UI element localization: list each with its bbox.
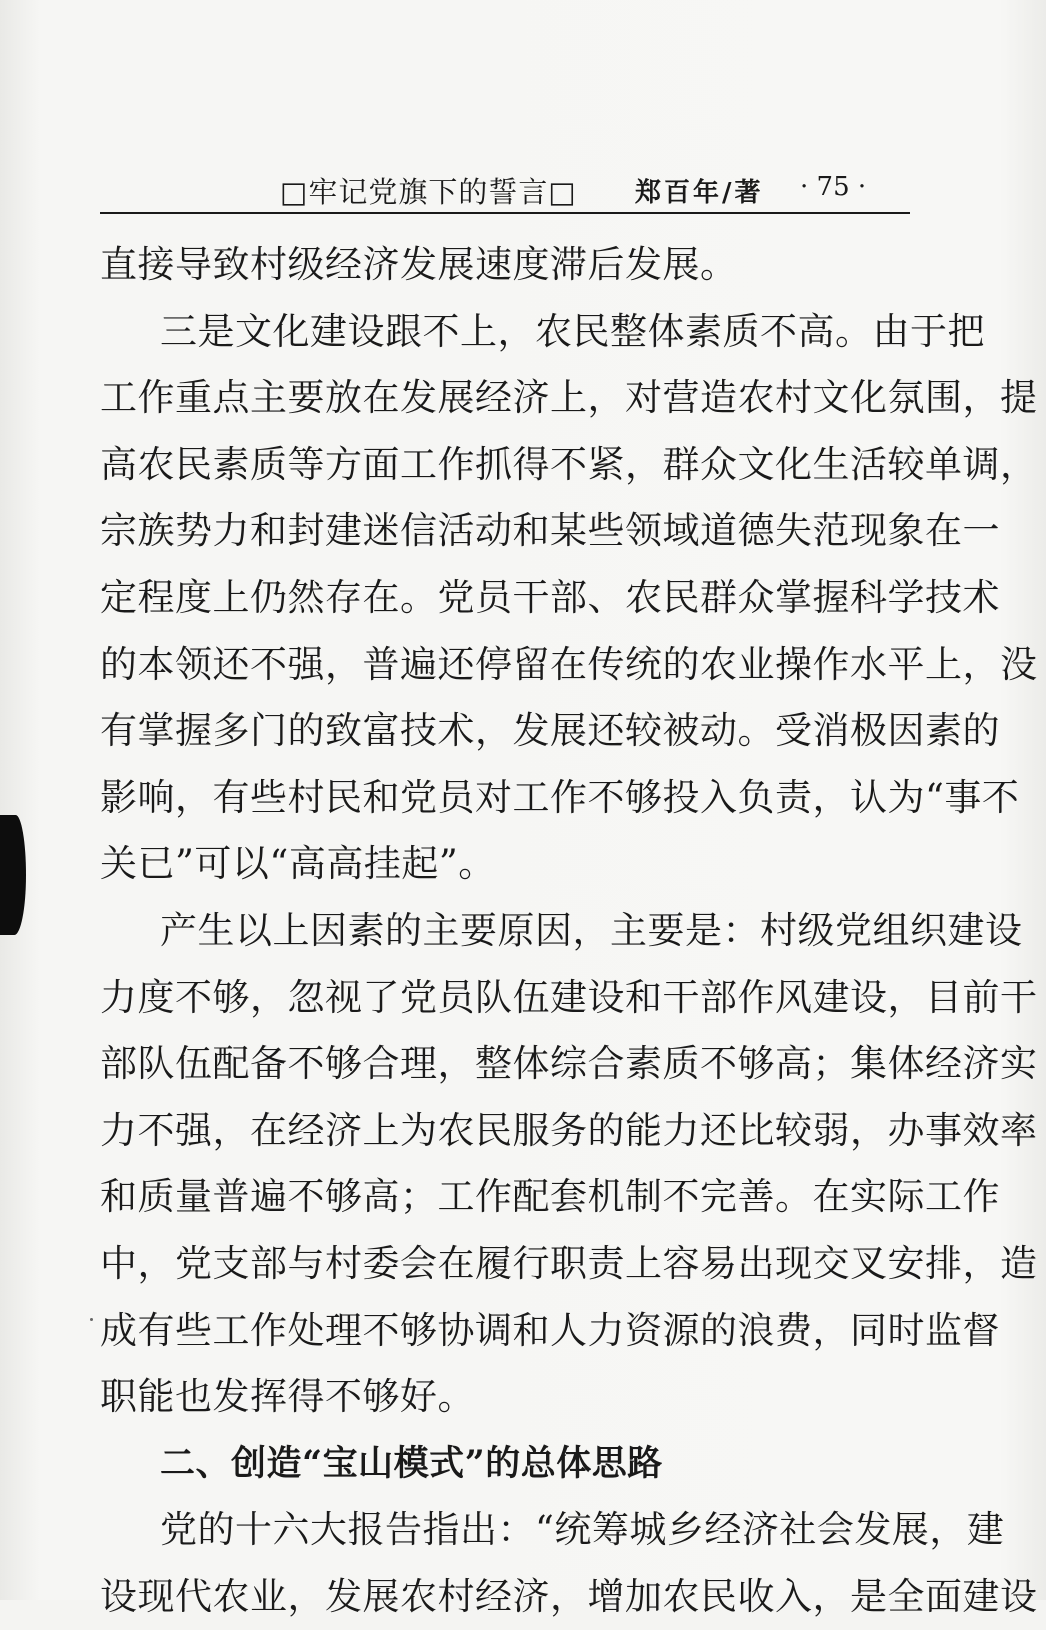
text-line: 高农民素质等方面工作抓得不紧，群众文化生活较单调， <box>100 442 1038 486</box>
text-line: 直接导致村级经济发展速度滞后发展。 <box>100 243 738 286</box>
text-line: 定程度上仍然存在。党员干部、农民群众掌握科学技术 <box>100 575 1000 619</box>
ink-blot <box>0 815 26 935</box>
text-line: 的本领还不强，普遍还停留在传统的农业操作水平上，没 <box>100 642 1038 686</box>
running-header <box>100 168 910 214</box>
text-line: 力不强，在经济上为农民服务的能力还比较弱，办事效率 <box>100 1108 1038 1152</box>
text-line: 有掌握多门的致富技术，发展还较被动。受消极因素的 <box>100 709 1000 753</box>
text-line: 和质量普遍不够高；工作配套机制不完善。在实际工作 <box>100 1175 1000 1219</box>
paragraph-first-line: 党的十六大报告指出：“统筹城乡经济社会发展，建 <box>160 1508 1005 1552</box>
text-line: 部队伍配备不够合理，整体综合素质不够高；集体经济实 <box>100 1042 1038 1086</box>
text-line: 职能也发挥得不够好。 <box>100 1375 475 1419</box>
text-line: 设现代农业，发展农村经济，增加农民收入，是全面建设 <box>100 1574 1038 1618</box>
book-title: □牢记党旗下的誓言□ <box>280 175 577 209</box>
text-line: 关已”可以“高高挂起”。 <box>100 842 496 886</box>
paragraph-first-line: 三是文化建设跟不上，农民整体素质不高。由于把 <box>160 309 985 353</box>
text-line: 宗族势力和封建迷信活动和某些领域道德失范现象在一 <box>100 509 1000 553</box>
text-line: 中，党支部与村委会在履行职责上容易出现交叉安排，造 <box>100 1241 1038 1285</box>
text-line: 影响，有些村民和党员对工作不够投入负责，认为“事不 <box>100 775 1020 819</box>
author: 郑百年/著 <box>635 178 764 208</box>
text-line: 成有些工作处理不够协调和人力资源的浪费，同时监督 <box>100 1308 1000 1352</box>
section-heading: 二、创造“宝山模式”的总体思路 <box>160 1442 663 1484</box>
text-line: 工作重点主要放在发展经济上，对营造农村文化氛围，提 <box>100 376 1038 420</box>
ink-speck <box>90 1318 93 1321</box>
paragraph-first-line: 产生以上因素的主要原因，主要是：村级党组织建设 <box>160 908 1023 952</box>
body-text <box>100 232 1038 1630</box>
page-number: · 75 · <box>800 172 867 202</box>
text-line: 力度不够，忽视了党员队伍建设和干部作风建设，目前干 <box>100 975 1038 1019</box>
